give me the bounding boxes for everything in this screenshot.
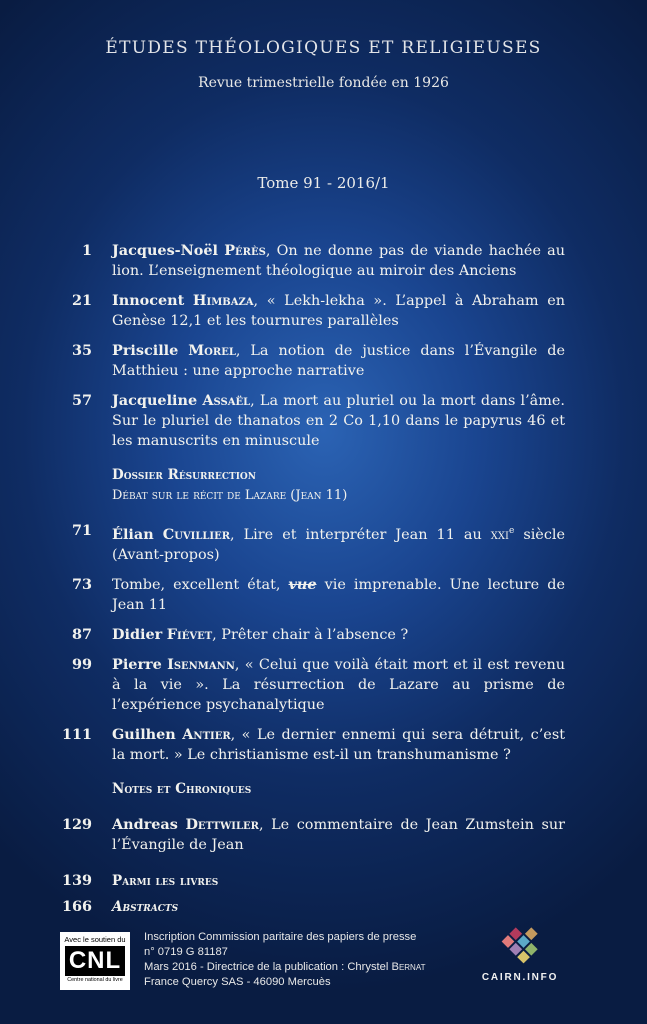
page-number: 87: [71, 625, 92, 643]
century-superscript: e: [508, 526, 515, 536]
cnl-wordmark: CNL: [65, 946, 125, 976]
cnl-logo: [60, 932, 130, 990]
toc-entry: [62, 575, 565, 615]
toc-entry: [62, 241, 565, 281]
author-first-name: Innocent: [112, 292, 185, 309]
article-title-rest: siècle (Avant-propos): [112, 526, 566, 563]
page-number: 99: [71, 655, 92, 673]
imprint-line: [144, 960, 444, 975]
author-last-name: Himbaza: [192, 292, 254, 309]
toc-entry: [62, 815, 565, 855]
page-number: 111: [62, 725, 93, 743]
toc-entry: [62, 341, 565, 381]
imprint-line: Inscription Commission paritaire des papiers de presse: [144, 931, 417, 943]
author-first-name: Andreas: [112, 815, 178, 833]
table-of-contents: [62, 241, 565, 927]
toc-entry: [62, 521, 565, 565]
cairn-wordmark: CAIRN.INFO: [481, 972, 559, 983]
toc-entry: [62, 725, 565, 765]
toc-entry: [62, 291, 565, 331]
article-title-rest: vie imprenable. Une lecture de Jean 11: [112, 576, 565, 613]
author-first-name: Jacqueline: [112, 392, 198, 409]
cairn-square: [509, 943, 522, 956]
page-number: 73: [71, 575, 92, 593]
article-title: , « Le dernier ennemi qui sera détruit, c’est la mort. » Le christianisme est-il un transhumanisme ?: [112, 726, 565, 763]
page-number: 35: [71, 342, 92, 359]
cairn-square: [525, 927, 538, 940]
notes-section-heading: [62, 781, 565, 797]
author-last-name: Fiévet: [166, 625, 213, 643]
author-first-name: Priscille: [112, 342, 179, 359]
section-title: Abstracts: [112, 898, 179, 915]
toc-entry: [62, 655, 565, 715]
cairn-square: [517, 951, 530, 964]
page-number: 57: [71, 392, 92, 409]
author-last-name: Isenmann: [167, 655, 235, 673]
article-title: Tombe, excellent état,: [112, 576, 289, 593]
author-last-name: Cuvillier: [162, 525, 231, 543]
article-title: , La mort au pluriel ou la mort dans l’âme. Sur le pluriel de thanatos en 2 Co 1,10 dans le papyrus 46 et les manuscrits en minuscule: [112, 393, 566, 449]
author-last-name: Antier: [182, 725, 231, 743]
cairn-square: [509, 927, 522, 940]
author-first-name: Élian: [112, 525, 154, 543]
imprint-text: Mars 2016 - Directrice de la publication : Chrystel: [144, 961, 392, 973]
author-last-name: Pérès: [224, 242, 266, 259]
section-subtitle: Débat sur le récit de Lazare (Jean 11): [112, 488, 348, 503]
author-first-name: Pierre: [112, 655, 162, 673]
dossier-section-heading: [62, 467, 565, 503]
director-last-name: Bernat: [391, 961, 426, 973]
page-number: 21: [71, 292, 92, 309]
cnl-support-text: Avec le soutien du: [64, 935, 126, 944]
article-title: , Le commentaire de Jean Zumstein sur l’Évangile de Jean: [112, 816, 565, 853]
cairn-square: [502, 935, 515, 948]
article-title: , Prêter chair à l’absence ?: [212, 626, 409, 643]
article-title: , « Lekh-lekha ». L’appel à Abraham en Genèse 12,1 et les tournures parallèles: [112, 293, 565, 329]
article-title: , On ne donne pas de viande hachée au lion. L’enseignement théologique au miroir des Anciens: [112, 243, 566, 279]
page-number: 139: [62, 871, 93, 889]
cnl-full-name: Centre national du livre: [67, 977, 123, 983]
page-number: 166: [62, 897, 93, 915]
section-title: Dossier Résurrection: [112, 467, 256, 483]
author-last-name: Morel: [188, 342, 236, 359]
section-title: Parmi les livres: [112, 872, 219, 889]
toc-entry: [62, 871, 565, 891]
toc-entry: [62, 391, 565, 451]
article-title: , Lire et interpréter Jean 11 au: [230, 526, 491, 543]
author-last-name: Assaël: [202, 392, 251, 409]
page-number: 129: [62, 815, 93, 833]
imprint-block: [144, 930, 444, 990]
tome-label: Tome 91 - 2016/1: [257, 174, 390, 192]
cairn-square: [517, 935, 530, 948]
imprint-line: n° 0719 G 81187: [144, 946, 228, 958]
page-number: 71: [71, 522, 92, 539]
author-first-name: Guilhen: [112, 725, 176, 743]
struck-word: vue: [288, 575, 317, 593]
author-first-name: Jacques-Noël: [112, 242, 219, 259]
section-title: Notes et Chroniques: [112, 780, 252, 797]
journal-title: ÉTUDES THÉOLOGIQUES ET RELIGIEUSES: [105, 38, 542, 58]
author-first-name: Didier: [112, 625, 163, 643]
page-number: 1: [81, 242, 92, 259]
journal-subtitle: Revue trimestrielle fondée en 1926: [198, 75, 449, 91]
article-title: , « Celui que voilà était mort et il est revenu à la vie ». La résurrection de Lazare au prisme de l’expérience psychanalytique: [112, 656, 566, 713]
toc-entry: [62, 625, 565, 645]
article-title: , La notion de justice dans l’Évangile de Matthieu : une approche narrative: [112, 343, 565, 379]
cairn-square: [525, 943, 538, 956]
imprint-line: France Quercy SAS - 46090 Mercuès: [144, 976, 331, 988]
century-numeral: xxi: [490, 526, 509, 543]
author-last-name: Dettwiler: [185, 815, 259, 833]
